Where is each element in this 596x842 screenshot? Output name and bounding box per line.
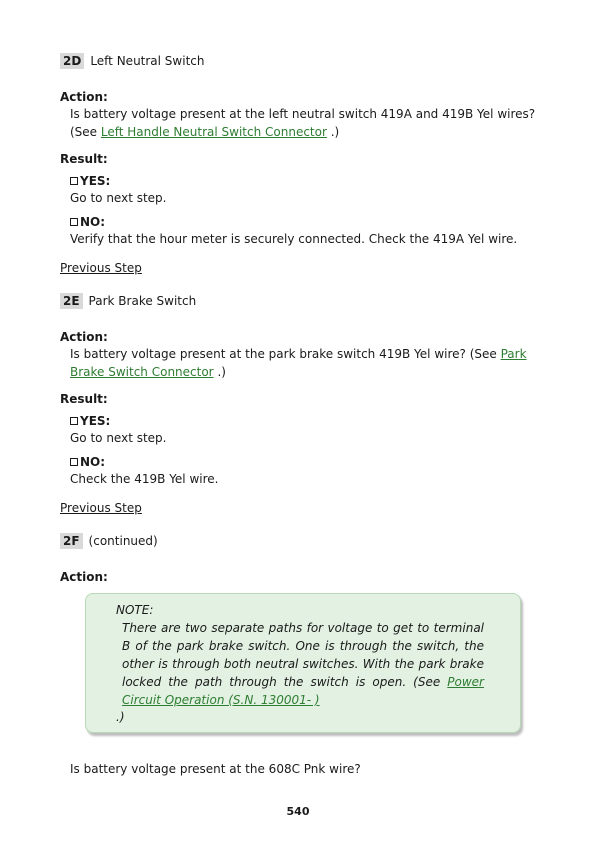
no-label: NO: [80,215,106,229]
note-box [85,593,521,733]
result-label: Result: [60,392,108,406]
action-text-fragment: .) [213,365,226,379]
no-option [70,455,105,469]
step-number: 2F [60,533,83,549]
action-text-line [70,363,527,381]
checkbox-icon [70,458,78,466]
action-text [70,105,535,141]
note-text: There are two separate paths for voltage to get to terminal B of the park brake switch. One is through the switch, the other is through both neutral switches. With the park brake locked the path through the switch is open. (See [122,621,484,689]
yes-label: YES: [80,174,111,188]
page-number: 540 [286,805,310,818]
yes-label: YES: [80,414,111,428]
action-label: Action: [60,570,108,584]
yes-text: Go to next step. [70,431,167,445]
note-label: NOTE: [116,603,154,617]
step-title: Left Neutral Switch [90,54,205,68]
yes-option [70,174,110,188]
checkbox-icon [70,177,78,185]
action-text-line [70,123,535,141]
previous-step-link[interactable]: Previous Step [60,501,142,515]
note-body [122,619,484,709]
step-2d-header [60,53,204,69]
action-text [70,345,527,381]
step-2f-header [60,533,158,549]
checkbox-icon [70,218,78,226]
action-text-fragment: (See [70,125,101,139]
step-title: Park Brake Switch [88,294,197,308]
checkbox-icon [70,417,78,425]
park-brake-switch-connector-link[interactable]: Brake Switch Connector [70,365,214,379]
action-text-line: Is battery voltage present at the left neutral switch 419A and 419B Yel wires? [70,107,536,121]
left-handle-neutral-switch-connector-link[interactable]: Left Handle Neutral Switch Connector [100,125,327,139]
action-text-fragment: Is battery voltage present at the park brake switch 419B Yel wire? (See [70,347,501,361]
action-text-line [70,345,527,363]
yes-option [70,414,110,428]
no-text: Check the 419B Yel wire. [70,472,219,486]
step-number: 2D [60,53,84,69]
action-text-fragment: .) [326,125,340,139]
step-title: (continued) [88,534,158,548]
yes-text: Go to next step. [70,191,167,205]
no-text: Verify that the hour meter is securely connected. Check the 419A Yel wire. [70,232,518,246]
question-text: Is battery voltage present at the 608C Pnk wire? [70,762,361,776]
previous-step-link[interactable]: Previous Step [60,261,142,275]
step-2e-header [60,293,196,309]
step-number: 2E [60,293,83,309]
action-label: Action: [60,330,108,344]
power-circuit-operation-link[interactable]: Power Circuit Operation (S.N. 130001- ) [122,675,484,707]
no-label: NO: [80,455,106,469]
no-option [70,215,105,229]
note-end: .) [116,710,125,724]
action-label: Action: [60,90,108,104]
result-label: Result: [60,152,108,166]
park-brake-switch-connector-link[interactable]: Park [500,347,527,361]
